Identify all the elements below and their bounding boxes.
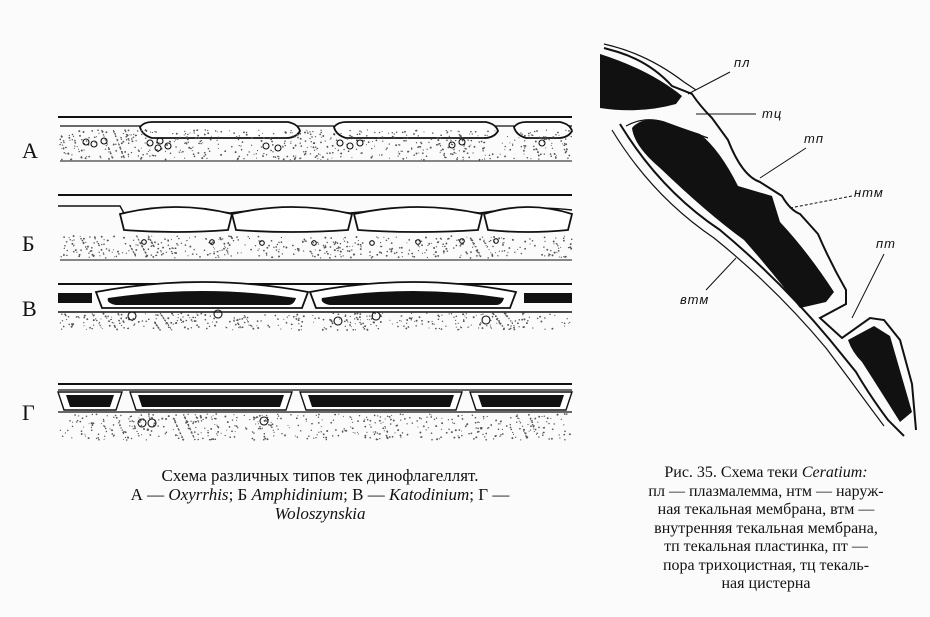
right-caption-line: ная текальная мембрана, втм —	[657, 501, 875, 518]
callout-pt: пт	[876, 236, 896, 251]
callout-ntm: нтм	[854, 185, 884, 200]
leader-line	[852, 254, 884, 318]
right-caption	[606, 464, 926, 594]
row-label-a: А	[22, 138, 38, 163]
leader-line	[706, 258, 736, 290]
left-caption-line3: Woloszynskia	[274, 504, 366, 523]
callout-tc: тц	[762, 106, 783, 121]
row-label-g: Г	[22, 400, 35, 425]
right-caption-title: Рис. 35. Схема теки Ceratium:	[664, 464, 868, 481]
right-caption-line: пора трихоцистная, тц текаль-	[662, 556, 870, 574]
row-label-v: В	[22, 296, 37, 321]
leader-line	[760, 148, 806, 178]
row-label-b: Б	[22, 231, 35, 256]
callout-vtm: втм	[680, 292, 710, 307]
callout-tp: тп	[804, 131, 824, 146]
left-caption-title: Схема различных типов тек динофлагеллят.	[161, 466, 479, 485]
right-caption-line: пл — плазмалемма, нтм — наруж-	[648, 482, 884, 500]
right-caption-line: внутренняя текальная мембрана,	[654, 519, 878, 537]
left-caption-line2: А — Oxyrrhis; Б Amphidinium; В — Katodinium; Г —	[130, 485, 510, 504]
right-caption-line: ная цистерна	[721, 575, 811, 592]
left-caption	[40, 466, 600, 523]
right-caption-line: тп текальная пластинка, пт —	[664, 538, 868, 555]
leader-line	[688, 72, 730, 94]
callout-pl: пл	[734, 55, 751, 70]
leader-line	[790, 196, 852, 208]
thecal-plate	[632, 120, 834, 308]
